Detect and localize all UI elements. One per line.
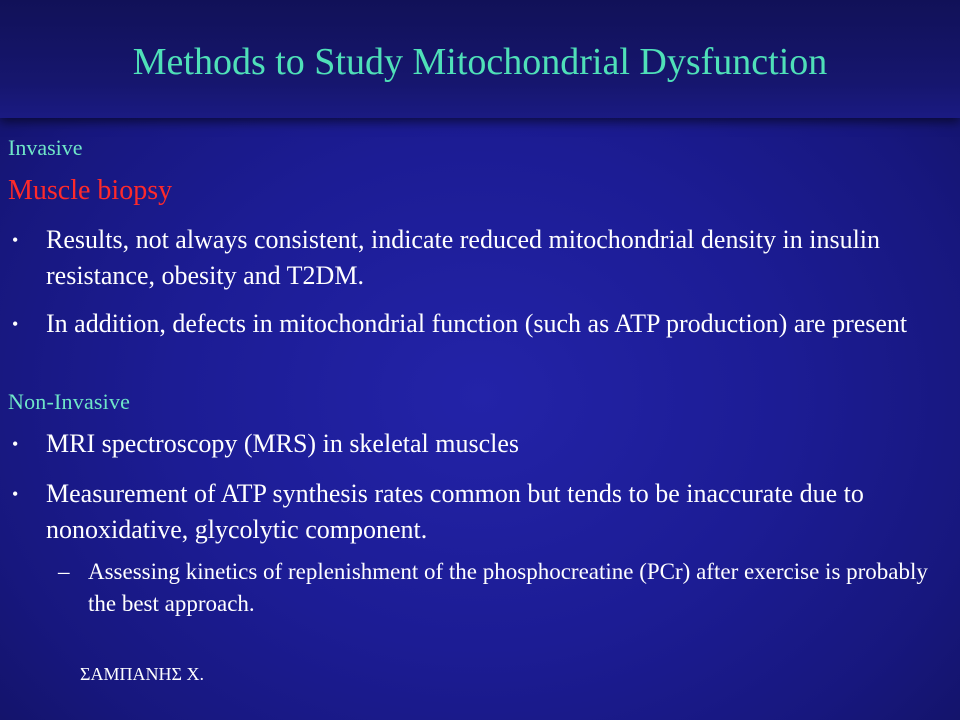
slide-title: Methods to Study Mitochondrial Dysfunction [132, 41, 828, 83]
section-non-invasive: Non-Invasive [8, 389, 131, 414]
bullet-item [12, 426, 952, 462]
bullet-icon: • [12, 230, 19, 250]
bullet-icon: • [12, 484, 19, 504]
sub-bullet-item [58, 556, 950, 620]
bullet-icon: • [12, 434, 19, 454]
section-invasive: Invasive [8, 135, 83, 160]
bullet-text: MRI spectroscopy (MRS) in skeletal muscles [46, 429, 519, 458]
bullet-text: In addition, defects in mitochondrial function (such as ATP production) are present [46, 309, 908, 338]
bullet-item [12, 222, 952, 294]
bullet-item [12, 306, 952, 342]
dash-icon: – [58, 559, 70, 584]
bullet-icon: • [12, 314, 19, 334]
footer-author: ΣΑΜΠΑΝΗΣ Χ. [80, 664, 204, 684]
subhead-muscle-biopsy: Muscle biopsy [8, 175, 173, 206]
bullet-text: Results, not always consistent, indicate reduced mitochondrial density in insulin resistance, obesity and T2DM. [46, 225, 881, 290]
bullet-text: Measurement of ATP synthesis rates common but tends to be inaccurate due to nonoxidative, glycolytic component. [46, 479, 864, 544]
bullet-item [12, 476, 952, 548]
sub-bullet-text: Assessing kinetics of replenishment of the phosphocreatine (PCr) after exercise is probably the best approach. [88, 559, 928, 616]
